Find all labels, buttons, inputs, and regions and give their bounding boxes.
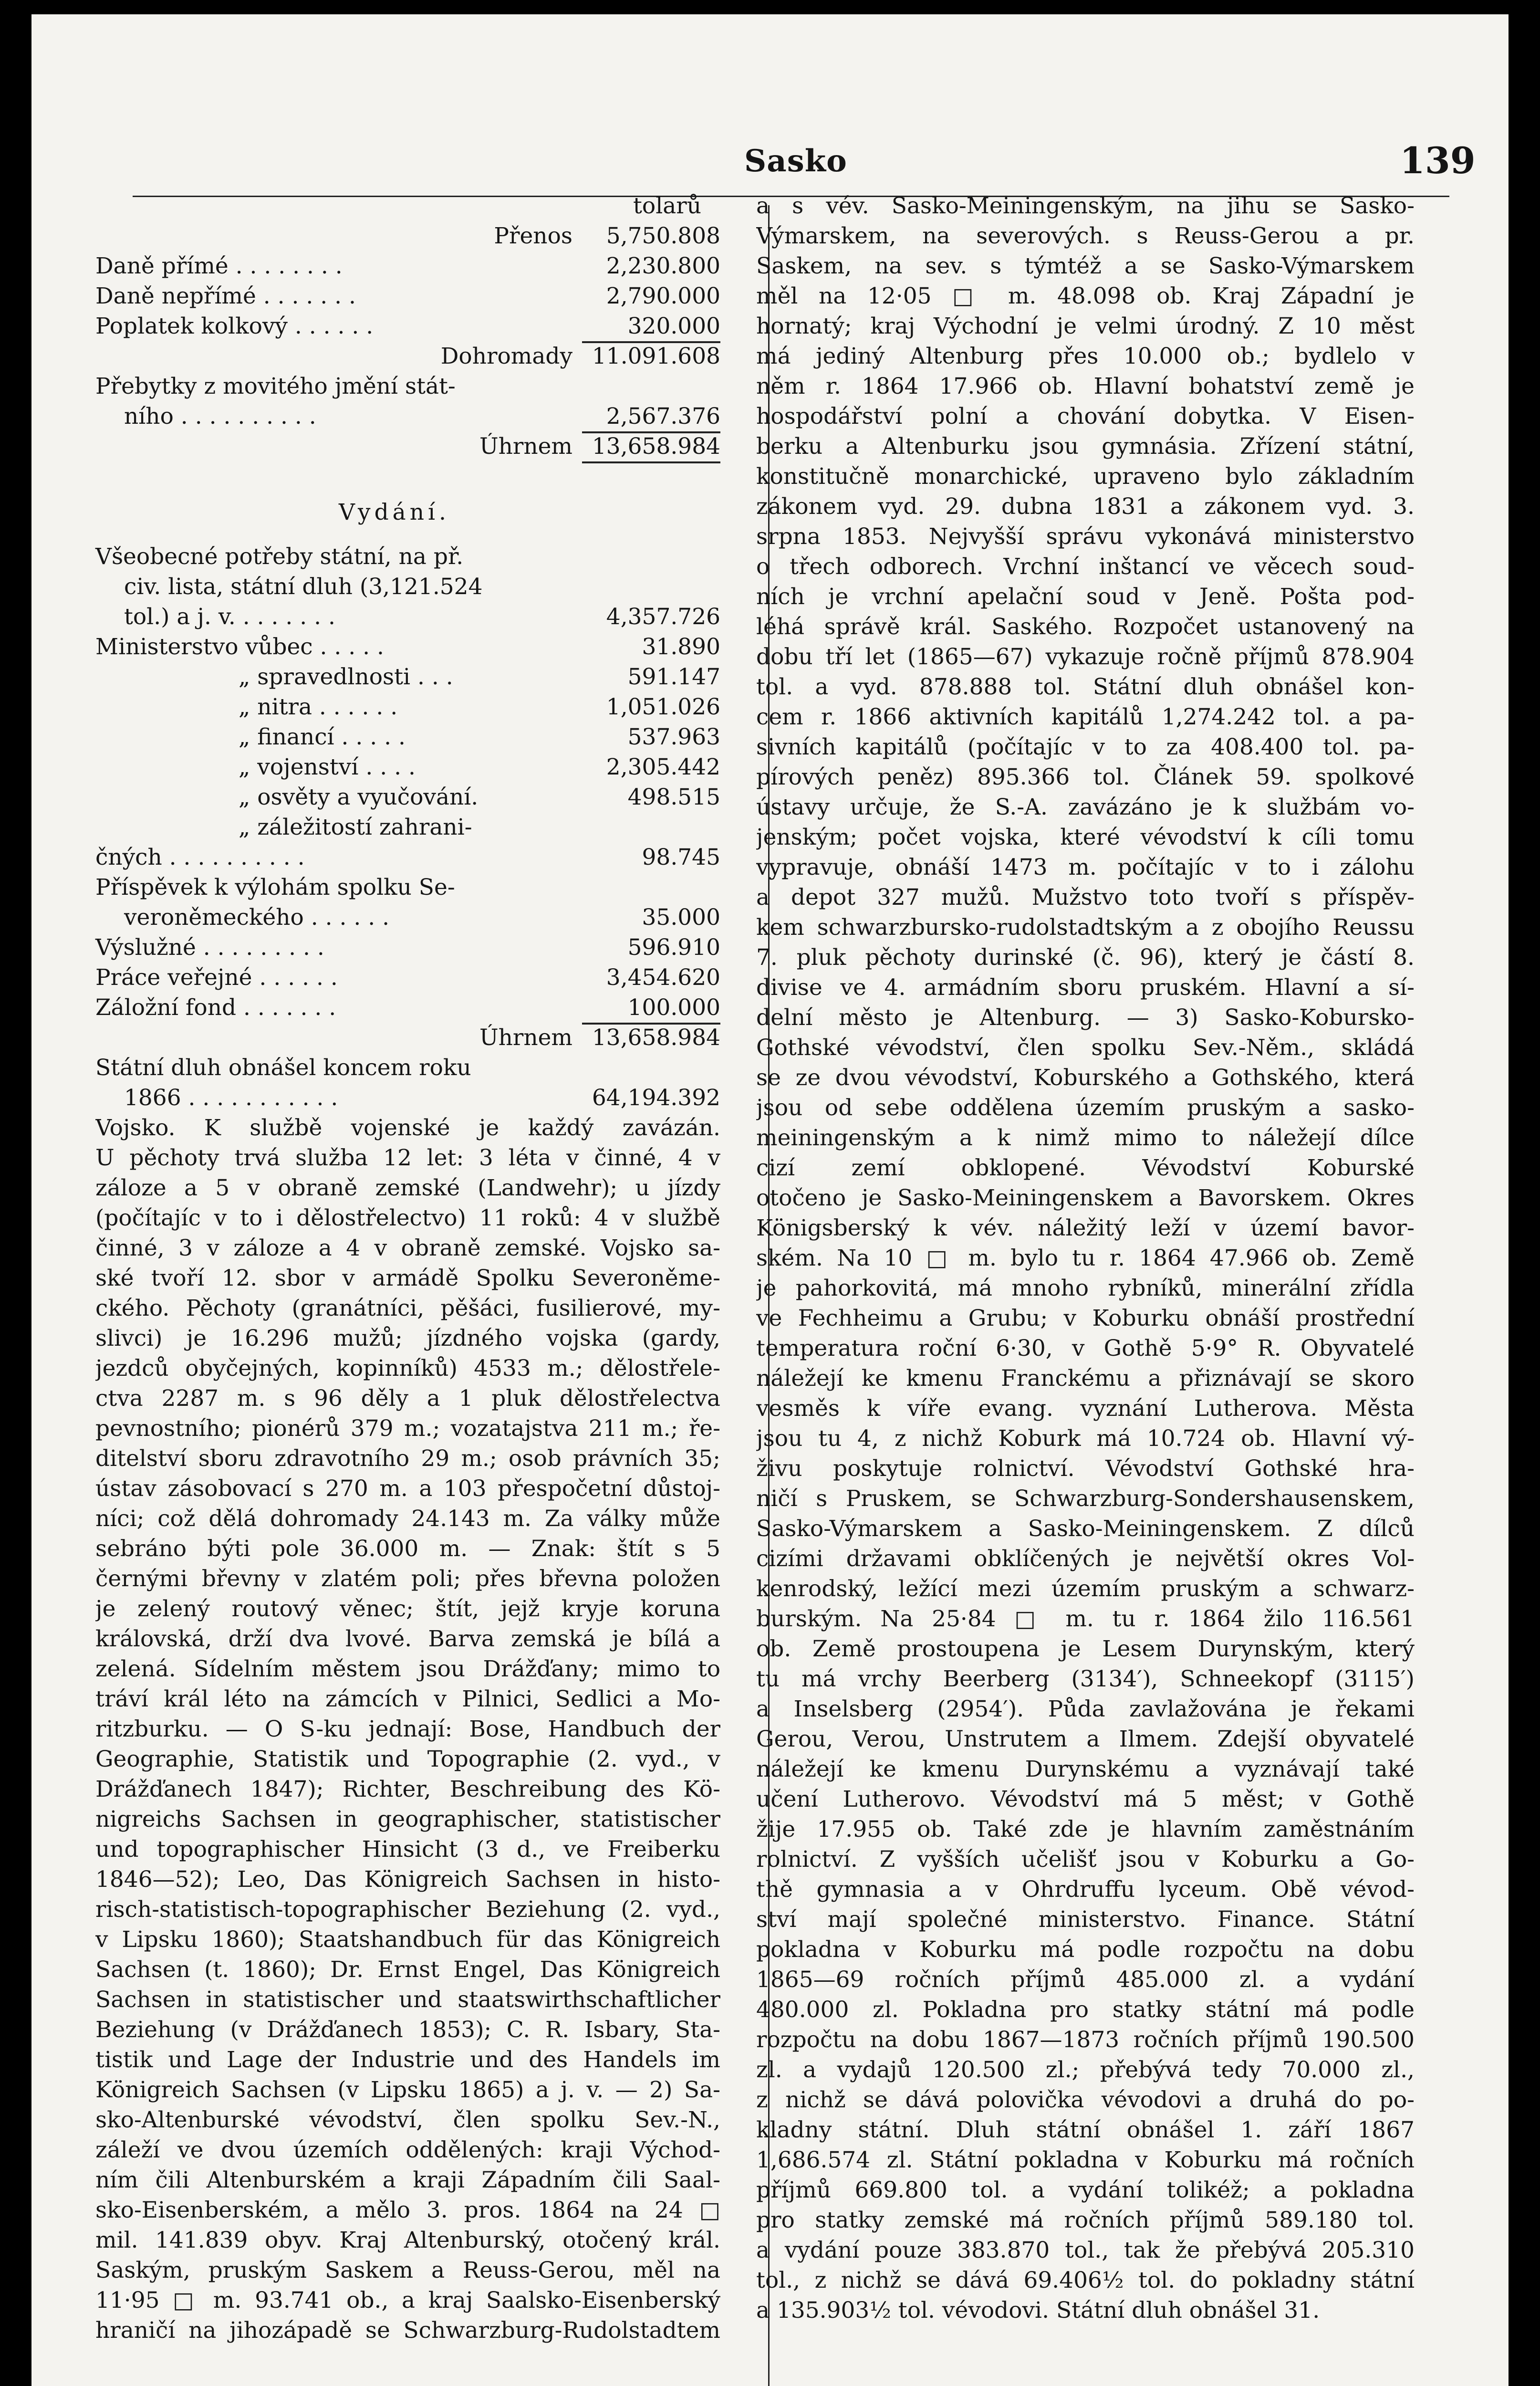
text-line: ství mají společné ministerstvo. Finance. Státní bbox=[756, 1906, 1415, 1933]
carry-value: 5,750.808 bbox=[606, 223, 720, 249]
budget-table bbox=[95, 191, 720, 1113]
budget-row: Přebytky z movitého jmění stát- bbox=[95, 373, 456, 399]
text-line: Beziehung (v Drážďanech 1853); C. R. Isbary, Sta- bbox=[95, 2017, 720, 2043]
budget-row: civ. lista, státní dluh (3,121.524 bbox=[124, 574, 483, 600]
text-line: rozpočtu na dobu 1867—1873 ročních příjmů 190.500 bbox=[756, 2027, 1415, 2053]
text-line: kenrodský, ležící mezi územím pruským a schwarz- bbox=[756, 1576, 1415, 1602]
text-line: hraničí na jihozápadě se Schwarzburg-Rudolstadtem bbox=[95, 2317, 720, 2344]
budget-row: Příspěvek k výlohám spolku Se- bbox=[95, 874, 455, 900]
text-line: und topographischer Hinsicht (3 d., ve Freiberku bbox=[95, 1836, 720, 1863]
text-line: a depot 327 mužů. Mužstvo toto tvoří s příspěv- bbox=[756, 884, 1415, 910]
text-line: a Inselsberg (2954′). Půda zavlažována je řekami bbox=[756, 1696, 1415, 1722]
text-line: cizí zemí obklopené. Vévodství Koburské bbox=[756, 1155, 1415, 1181]
right-column bbox=[756, 191, 1415, 2325]
budget-row: Daně nepřímé . . . . . . . 2,790.000 bbox=[95, 283, 720, 309]
text-line: jsou tu 4, z nichž Koburk má 10.724 ob. Hlavní vý- bbox=[756, 1425, 1415, 1452]
text-line: Drážďanech 1847); Richter, Beschreibung des Kö- bbox=[95, 1776, 720, 1802]
text-line: tol., z nichž se dává 69.406½ tol. do pokladny státní bbox=[756, 2267, 1415, 2293]
text-line: zl. a vydajů 120.500 zl.; přebývá tedy 70.000 zl., bbox=[756, 2057, 1415, 2083]
page-number: 139 bbox=[1400, 139, 1476, 182]
text-line: záleží ve dvou územích oddělených: kraji Východ- bbox=[95, 2137, 720, 2163]
text-line: královská, drží dva lvové. Barva zemská je bílá a bbox=[95, 1626, 720, 1652]
budget-unit-row bbox=[95, 191, 720, 221]
text-line: ské tvoří 12. sbor v armádě Spolku Severoněme- bbox=[95, 1265, 720, 1291]
text-line: divise ve 4. armádním sboru pruském. Hlavní a sí- bbox=[756, 974, 1415, 1001]
text-line: slivci) je 16.296 mužů; jízdného vojska (gardy, bbox=[95, 1325, 720, 1351]
budget-row: „ vojenství . . . . 2,305.442 bbox=[239, 754, 720, 780]
text-line: rolnictví. Z vyšších učelišť jsou v Koburku a Go- bbox=[756, 1846, 1415, 1873]
text-line: je zelený routový věnec; štít, jejž kryje koruna bbox=[95, 1596, 720, 1622]
text-line: kladny státní. Dluh státní obnášel 1. září 1867 bbox=[756, 2117, 1415, 2143]
budget-row: čných . . . . . . . . . . 98.745 bbox=[95, 844, 720, 870]
text-line: ritzburku. — O S-ku jednají: Bose, Handbuch der bbox=[95, 1716, 720, 1742]
text-line: níci; což dělá dohromady 24.143 m. Za války může bbox=[95, 1506, 720, 1532]
text-line: ních je vrchní apelační soud v Jeně. Pošta pod- bbox=[756, 584, 1415, 610]
budget-row: 1866 . . . . . . . . . . . 64,194.392 bbox=[124, 1085, 720, 1111]
text-line: jezdců obyčejných, kopinníků) 4533 m.; dělostřele- bbox=[95, 1355, 720, 1381]
text-line: sko-Altenburské vévodství, člen spolku Sev.-N., bbox=[95, 2107, 720, 2133]
budget-subtotal-row: Dohromady 11.091.608 bbox=[440, 343, 720, 369]
text-line: pírových peněz) 895.366 tol. Článek 59. spolkové bbox=[756, 764, 1415, 790]
text-line: Výmarskem, na severových. s Reuss-Gerou a pr. bbox=[756, 223, 1415, 249]
text-line: ditelství sboru zdravotního 29 m.; osob právních 35; bbox=[95, 1445, 720, 1472]
budget-unit: tolarů bbox=[633, 193, 701, 219]
text-line: sivních kapitálů (počítajíc v to za 408.400 tol. pa- bbox=[756, 734, 1415, 760]
text-line: 7. pluk pěchoty durinské (č. 96), který je částí 8. bbox=[756, 944, 1415, 971]
budget-row: „ spravedlnosti . . . 591.147 bbox=[239, 664, 720, 690]
text-line: srpna 1853. Nejvyšší správu vykonává ministerstvo bbox=[756, 523, 1415, 550]
expenses-heading-row bbox=[95, 497, 720, 527]
budget-row: „ záležitostí zahrani- bbox=[239, 814, 472, 840]
text-line: otočeno je Sasko-Meiningenskem a Bavorskem. Okres bbox=[756, 1185, 1415, 1211]
text-line: Vojsko. K službě vojenské je každý zavázán. bbox=[95, 1115, 720, 1141]
text-line: činné, 3 v záloze a 4 v obraně zemské. Vojsko sa- bbox=[95, 1235, 720, 1261]
text-line: pro statky zemské má ročních příjmů 589.180 tol. bbox=[756, 2207, 1415, 2233]
text-line: jsou od sebe oddělena územím pruským a sasko- bbox=[756, 1095, 1415, 1121]
text-line: kem schwarzbursko-rudolstadtským a z obojího Reussu bbox=[756, 914, 1415, 941]
text-line: Sachsen (t. 1860); Dr. Ernst Engel, Das Königreich bbox=[95, 1957, 720, 1983]
running-head-title: Sasko bbox=[744, 143, 847, 179]
text-line: thě gymnasia a v Ohrdruffu lyceum. Obě vévod- bbox=[756, 1876, 1415, 1903]
text-line: cem r. 1866 aktivních kapitálů 1,274.242 tol. a pa- bbox=[756, 704, 1415, 730]
text-line: hospodářství polní a chování dobytka. V Eisen- bbox=[756, 403, 1415, 429]
text-line: Saskem, na sev. s týmtéž a se Sasko-Výmarskem bbox=[756, 253, 1415, 279]
text-line: nigreichs Sachsen in geographischer, statistischer bbox=[95, 1806, 720, 1832]
text-line: léhá správě král. Saského. Rozpočet ustanovený na bbox=[756, 614, 1415, 640]
text-line: tol. a vyd. 878.888 tol. Státní dluh obnášel kon- bbox=[756, 674, 1415, 700]
carry-label: Přenos bbox=[494, 223, 572, 249]
budget-row: ního . . . . . . . . . . 2,567.376 bbox=[95, 401, 720, 431]
text-line: živu poskytuje rolnictví. Vévodství Gothské hra- bbox=[756, 1455, 1415, 1482]
budget-row: Práce veřejné . . . . . . 3,454.620 bbox=[95, 964, 720, 991]
text-line: a s vév. Sasko-Meiningenským, na jihu se Sasko- bbox=[756, 193, 1415, 219]
text-line: jenským; počet vojska, které vévodství k cíli tomu bbox=[756, 824, 1415, 850]
budget-row: Daně přímé . . . . . . . . 2,230.800 bbox=[95, 253, 720, 279]
text-line: a vydání pouze 383.870 tol., tak že přebývá 205.310 bbox=[756, 2237, 1415, 2263]
text-line: tu má vrchy Beerberg (3134′), Schneekopf (3115′) bbox=[756, 1666, 1415, 1692]
budget-total-row: Úhrnem 13,658.984 bbox=[479, 1025, 720, 1051]
budget-spacer bbox=[95, 461, 720, 497]
text-line: delní město je Altenburg. — 3) Sasko-Kobursko- bbox=[756, 1005, 1415, 1031]
text-line: ústav zásobovací s 270 m. a 103 přespočetní důstoj- bbox=[95, 1476, 720, 1502]
text-line: Saským, pruským Saskem a Reuss-Gerou, měl na bbox=[95, 2257, 720, 2283]
text-line: sko-Eisenberském, a mělo 3. pros. 1864 na 24 □ bbox=[95, 2197, 720, 2223]
text-line: Geographie, Statistik und Topographie (2. vyd., v bbox=[95, 1746, 720, 1772]
budget-row: Výslužné . . . . . . . . . 596.910 bbox=[95, 934, 720, 961]
text-line: náležejí ke kmenu Franckému a přiznávají se skoro bbox=[756, 1365, 1415, 1392]
text-line: náležejí ke kmenu Durynskému a vyznávají také bbox=[756, 1756, 1415, 1782]
text-line: má jediný Altenburg přes 10.000 ob.; bydlelo v bbox=[756, 343, 1415, 369]
text-line: 480.000 zl. Pokladna pro statky státní má podle bbox=[756, 1997, 1415, 2023]
text-line: cizími državami obklíčených je největší okres Vol- bbox=[756, 1546, 1415, 1572]
text-line: meiningenským a k nimž mimo to náležejí dílce bbox=[756, 1125, 1415, 1151]
budget-row: „ financí . . . . . 537.963 bbox=[239, 724, 720, 750]
text-line: pevnostního; pionérů 379 m.; vozatajstva 211 m.; ře- bbox=[95, 1415, 720, 1442]
text-line: dobu tří let (1865—67) vykazuje ročně příjmů 878.904 bbox=[756, 644, 1415, 670]
text-line: 1865—69 ročních příjmů 485.000 zl. a vydání bbox=[756, 1967, 1415, 1993]
text-line: U pěchoty trvá služba 12 let: 3 léta v činné, 4 v bbox=[95, 1145, 720, 1171]
text-line: ním čili Altenburském a kraji Západním čili Saal- bbox=[95, 2167, 720, 2193]
budget-row: Státní dluh obnášel koncem roku bbox=[95, 1055, 471, 1081]
text-line: ve Fechheimu a Grubu; v Koburku obnáší prostřední bbox=[756, 1305, 1415, 1331]
text-line: v Lipsku 1860); Staatshandbuch für das Königreich bbox=[95, 1926, 720, 1953]
budget-row: veroněmeckého . . . . . . 35.000 bbox=[124, 904, 720, 931]
budget-row: tol.) a j. v. . . . . . . . 4,357.726 bbox=[124, 604, 720, 630]
text-line: záloze a 5 v obraně zemské (Landwehr); u jízdy bbox=[95, 1175, 720, 1201]
text-line: z nichž se dává polovička vévodovi a druhá do po- bbox=[756, 2087, 1415, 2113]
text-line: vesměs k víře evang. vyznání Lutherova. Města bbox=[756, 1395, 1415, 1422]
expenses-heading: Vydání. bbox=[339, 499, 450, 525]
text-line: burským. Na 25·84 □ m. tu r. 1864 žilo 116.561 bbox=[756, 1606, 1415, 1632]
text-line: mil. 141.839 obyv. Kraj Altenburský, otočený král. bbox=[95, 2227, 720, 2253]
budget-row: „ nitra . . . . . . 1,051.026 bbox=[239, 694, 720, 720]
text-line: učení Lutherovo. Vévodství má 5 měst; v Gothě bbox=[756, 1786, 1415, 1812]
budget-total-row: Úhrnem 13,658.984 bbox=[95, 431, 720, 461]
text-line: ctva 2287 m. s 96 děly a 1 pluk dělostřelectva bbox=[95, 1385, 720, 1412]
text-line: a 135.903½ tol. vévodovi. Státní dluh obnášel 31. bbox=[756, 2297, 1320, 2323]
text-line: Gerou, Verou, Unstrutem a Ilmem. Zdejší obyvatelé bbox=[756, 1726, 1415, 1752]
text-line: temperatura roční 6·30, v Gothě 5·9° R. Obyvatelé bbox=[756, 1335, 1415, 1361]
text-line: berku a Altenburku jsou gymnásia. Zřízení státní, bbox=[756, 433, 1415, 460]
budget-row: Všeobecné potřeby státní, na př. bbox=[95, 544, 464, 570]
text-line: Gothské vévodství, člen spolku Sev.-Něm., skládá bbox=[756, 1035, 1415, 1061]
text-line: zelená. Sídelním městem jsou Drážďany; mimo to bbox=[95, 1656, 720, 1682]
text-line: (počítajíc v to i dělostřelectvo) 11 roků: 4 v službě bbox=[95, 1205, 720, 1231]
budget-spacer bbox=[95, 527, 720, 542]
text-line: ském. Na 10 □ m. bylo tu r. 1864 47.966 ob. Země bbox=[756, 1245, 1415, 1271]
text-line: risch-statistisch-topographischer Beziehung (2. vyd., bbox=[95, 1896, 720, 1923]
left-column bbox=[95, 191, 720, 2345]
text-line: černými břevny v zlatém poli; přes břevna položen bbox=[95, 1566, 720, 1592]
budget-row: Ministerstvo vůbec . . . . . 31.890 bbox=[95, 634, 720, 660]
text-line: hornatý; kraj Východní je velmi úrodný. Z 10 měst bbox=[756, 313, 1415, 339]
text-line: zákonem vyd. 29. dubna 1831 a zákonem vyd. 3. bbox=[756, 493, 1415, 520]
text-line: něm r. 1864 17.966 ob. Hlavní bohatství země je bbox=[756, 373, 1415, 399]
text-line: Königsberský k vév. náležitý leží v území bavor- bbox=[756, 1215, 1415, 1241]
text-line: sebráno býti pole 36.000 m. — Znak: štít s 5 bbox=[95, 1536, 720, 1562]
text-line: vypravuje, obnáší 1473 m. počítajíc v to i zálohu bbox=[756, 854, 1415, 880]
text-line: o třech odborech. Vrchní inštancí ve věcech soud- bbox=[756, 554, 1415, 580]
text-line: Sasko-Výmarskem a Sasko-Meiningenskem. Z dílců bbox=[756, 1516, 1415, 1542]
budget-row: Záložní fond . . . . . . . 100.000 bbox=[95, 993, 720, 1023]
text-line: tráví král léto na zámcích v Pilnici, Sedlici a Mo- bbox=[95, 1686, 720, 1712]
text-line: 1846—52); Leo, Das Königreich Sachsen in histo- bbox=[95, 1866, 720, 1893]
text-line: je pahorkovitá, má mnoho rybníků, minerální zřídla bbox=[756, 1275, 1415, 1301]
text-line: ob. Země prostoupena je Lesem Durynským, který bbox=[756, 1636, 1415, 1662]
text-line: tistik und Lage der Industrie und des Handels im bbox=[95, 2047, 720, 2073]
text-line: se ze dvou vévodství, Koburského a Gothského, která bbox=[756, 1065, 1415, 1091]
budget-row: Poplatek kolkový . . . . . . 320.000 bbox=[95, 311, 720, 341]
text-line: žije 17.955 ob. Také zde je hlavním zaměstnáním bbox=[756, 1816, 1415, 1842]
text-line: pokladna v Koburku má podle rozpočtu na dobu bbox=[756, 1936, 1415, 1963]
text-line: 11·95 □ m. 93.741 ob., a kraj Saalsko-Eisenberský bbox=[95, 2287, 720, 2313]
text-line: ústavy určuje, že S.-A. zavázáno je k službám vo- bbox=[756, 794, 1415, 820]
budget-carry-row bbox=[95, 221, 720, 251]
text-line: Sachsen in statistischer und staatswirthschaftlicher bbox=[95, 1987, 720, 2013]
text-line: ckého. Pěchoty (granátníci, pěšáci, fusilierové, my- bbox=[95, 1295, 720, 1321]
text-line: 1,686.574 zl. Státní pokladna v Koburku má ročních bbox=[756, 2147, 1415, 2173]
text-line: konstitučně monarchické, upraveno bylo základním bbox=[756, 463, 1415, 490]
text-line: příjmů 669.800 tol. a vydání tolikéž; a pokladna bbox=[756, 2177, 1415, 2203]
text-line: ničí s Pruskem, se Schwarzburg-Sondershausenskem, bbox=[756, 1486, 1415, 1512]
text-line: Königreich Sachsen (v Lipsku 1865) a j. v. — 2) Sa- bbox=[95, 2077, 720, 2103]
text-line: měl na 12·05 □ m. 48.098 ob. Kraj Západní je bbox=[756, 283, 1415, 309]
budget-row: „ osvěty a vyučování. 498.515 bbox=[239, 784, 720, 810]
